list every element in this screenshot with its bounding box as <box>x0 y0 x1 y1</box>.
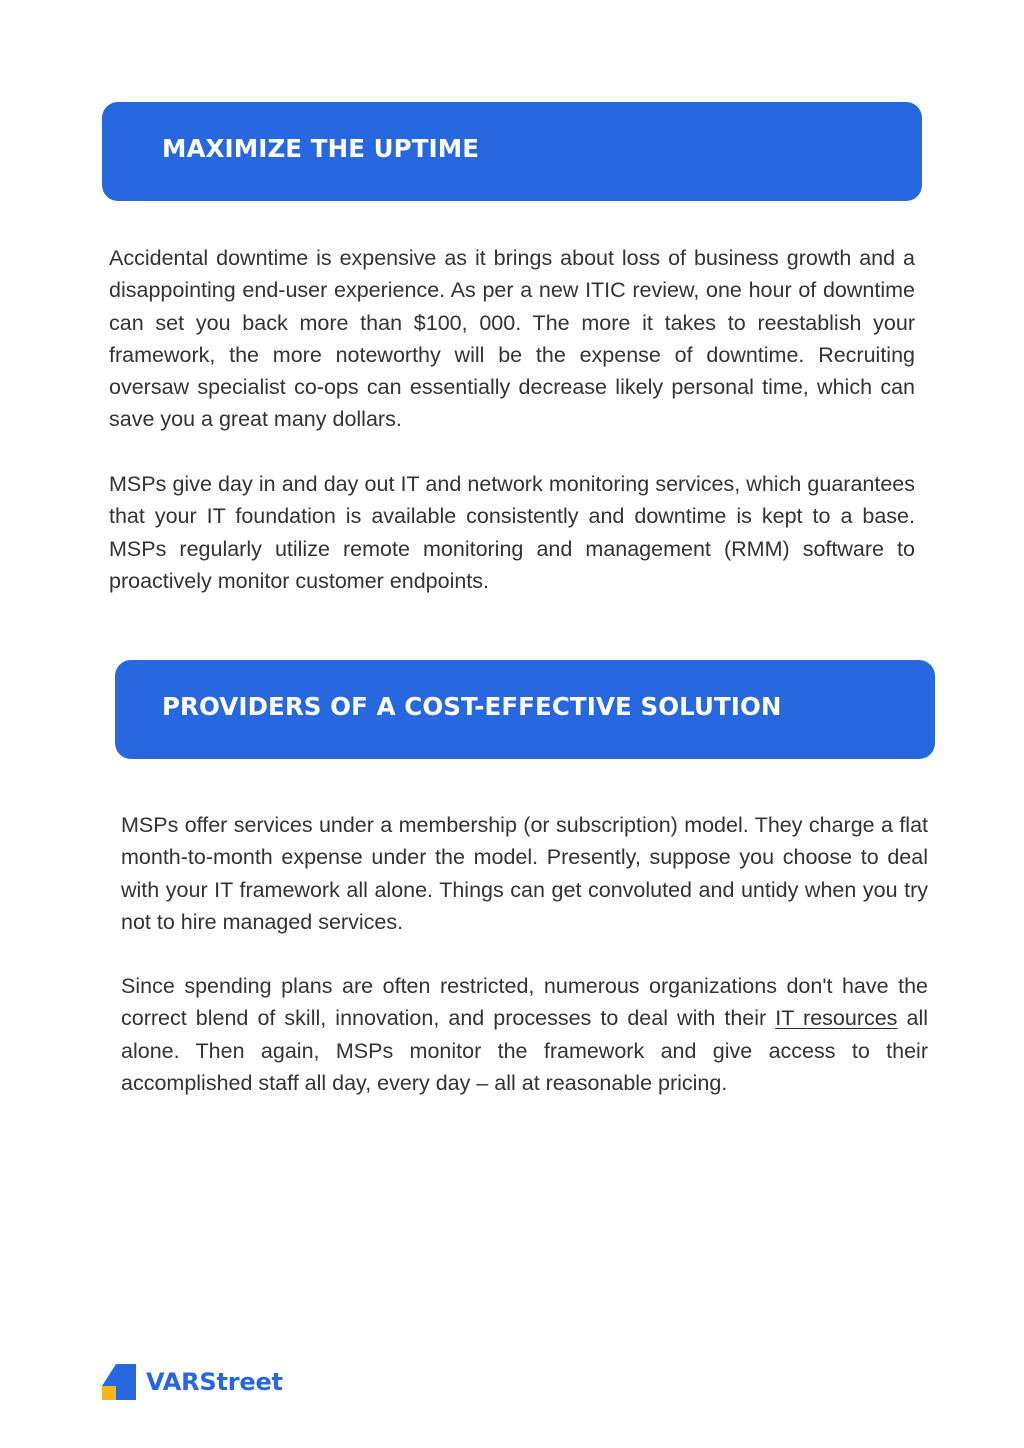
section-title: PROVIDERS OF A COST-EFFECTIVE SOLUTION <box>162 692 782 721</box>
uptime-paragraph-1: Accidental downtime is expensive as it brings about loss of business growth and a disappointing end-user experience. As per a new ITIC review, one hour of downtime can set you back more than $100, 000. The more it takes to reestablish your framework, the more noteworthy will be the expense of downtime. Recruiting oversaw specialist co-ops can essentially decrease likely personal time, which can save you a great many dollars. <box>109 246 915 432</box>
cost-paragraph-2-text-before: Since spending plans are often restricted, numerous organizations don't have the correct blend of skill, innovation, and processes to deal with their <box>121 974 928 1031</box>
varstreet-logo <box>102 1364 283 1400</box>
logo-wordmark: VARStreet <box>146 1368 283 1396</box>
varstreet-logo-icon <box>102 1364 136 1400</box>
cost-paragraph-1: MSPs offer services under a membership (or subscription) model. They charge a flat month-to-month expense under the model. Presently, suppose you choose to deal with your IT framework all alone. Things can get convoluted and untidy when you try not to hire managed services. <box>121 813 928 934</box>
section-title: MAXIMIZE THE UPTIME <box>162 134 480 163</box>
it-resources-link[interactable]: IT resources <box>775 1006 898 1031</box>
uptime-paragraph-2: MSPs give day in and day out IT and network monitoring services, which guarantees that your IT foundation is available consistently and downtime is kept to a base. MSPs regularly utilize remote monitoring and management (RMM) software to proactively monitor customer endpoints. <box>109 472 915 593</box>
cost-paragraph-2 <box>121 970 928 1099</box>
section-header-maximize-uptime <box>102 102 922 201</box>
section-header-cost-effective <box>115 660 935 759</box>
cost-paragraph-2-text-after: all alone. Then again, MSPs monitor the framework and give access to their accomplished staff all day, every day – all at reasonable pricing. <box>121 1006 929 1095</box>
